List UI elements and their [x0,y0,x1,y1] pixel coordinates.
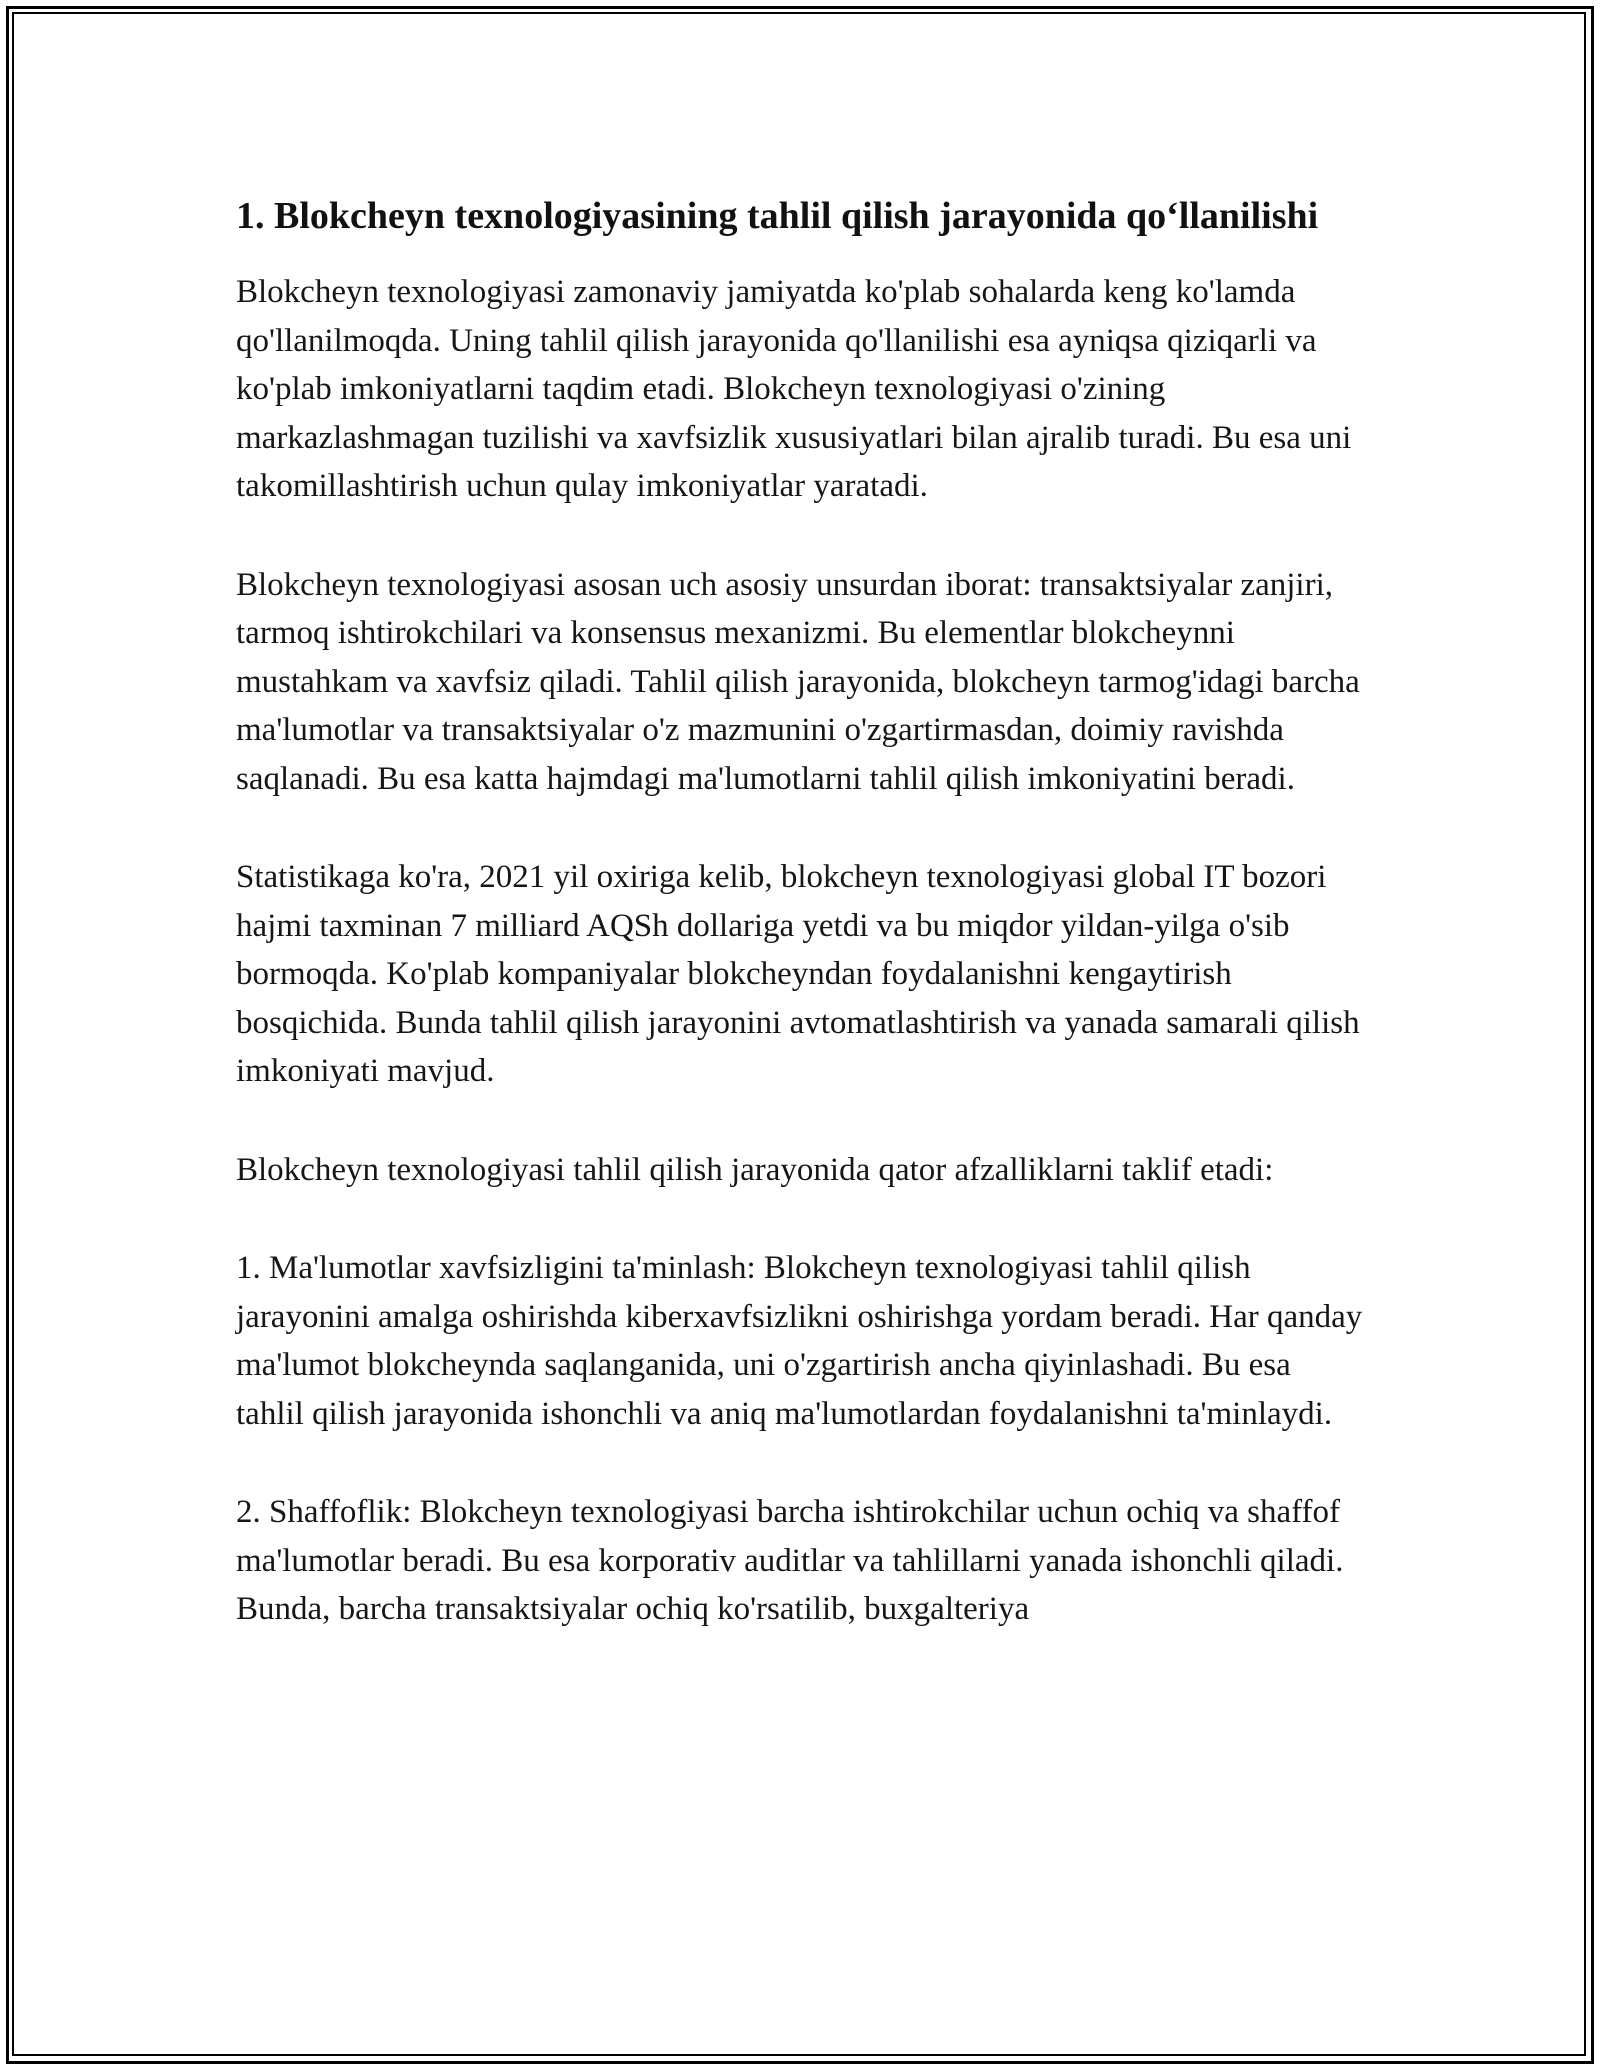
paragraph-statistics: Statistikaga ko'ra, 2021 yil oxiriga kelib, blokcheyn texnologiyasi global IT bozori hajmi taxminan 7 milliard AQSh dollariga yetdi va bu miqdor yildan-yilga o'sib bormoqda. Ko'plab kompaniyalar blokcheyndan foydalanishni kengaytirish bosqichida. Bunda tahlil qilish jarayonini avtomatlashtirish va yanada samarali qilish imkoniyati mavjud. [236,859,1360,1089]
paragraph-advantage-security: 1. Ma'lumotlar xavfsizligini ta'minlash: Blokcheyn texnologiyasi tahlil qilish jarayonini amalga oshirishda kiberxavfsizlikni oshirishga yordam beradi. Har qanday ma'lumot blokcheynda saqlanganida, uni o'zgartirish ancha qiyinlashadi. Bu esa tahlil qilish jarayonida ishonchli va aniq ma'lumotlardan foydalanishni ta'minlaydi. [236,1250,1363,1432]
paragraph-advantage-transparency: 2. Shaffoflik: Blokcheyn texnologiyasi barcha ishtirokchilar uchun ochiq va shaffof ma'lumotlar beradi. Bu esa korporativ auditlar va tahlillarni yanada ishonchli qiladi. Bunda, barcha transaktsiyalar ochiq ko'rsatilib, buxgalteriya [236,1494,1344,1627]
paragraph-advantages-intro: Blokcheyn texnologiyasi tahlil qilish jarayonida qator afzalliklarni taklif etadi: [236,1151,1274,1188]
paragraph-intro: Blokcheyn texnologiyasi zamonaviy jamiyatda ko'plab sohalarda keng ko'lamda qo'llanilmoqda. Uning tahlil qilish jarayonida qo'llanilishi esa ayniqsa qiziqarli va ko'plab imkoniyatlarni taqdim etadi. Blokcheyn texnologiyasi o'zining markazlashmagan tuzilishi va xavfsizlik xususiyatlari bilan ajralib turadi. Bu esa uni takomillashtirish uchun qulay imkoniyatlar yaratadi. [236,274,1352,504]
paragraph-components: Blokcheyn texnologiyasi asosan uch asosiy unsurdan iborat: transaktsiyalar zanjiri, tarmoq ishtirokchilari va konsensus mexanizmi. Bu elementlar blokcheynni mustahkam va xavfsiz qiladi. Tahlil qilish jarayonida, blokcheyn tarmog'idagi barcha ma'lumotlar va transaktsiyalar o'z mazmunini o'zgartirmasdan, doimiy ravishda saqlanadi. Bu esa katta hajmdagi ma'lumotlarni tahlil qilish imkoniyatini beradi. [236,566,1360,797]
section-heading: 1. Blokcheyn texnologiyasining tahlil qilish jarayonida qo‘llanilishi [236,195,1319,237]
document-body [236,188,1366,1684]
